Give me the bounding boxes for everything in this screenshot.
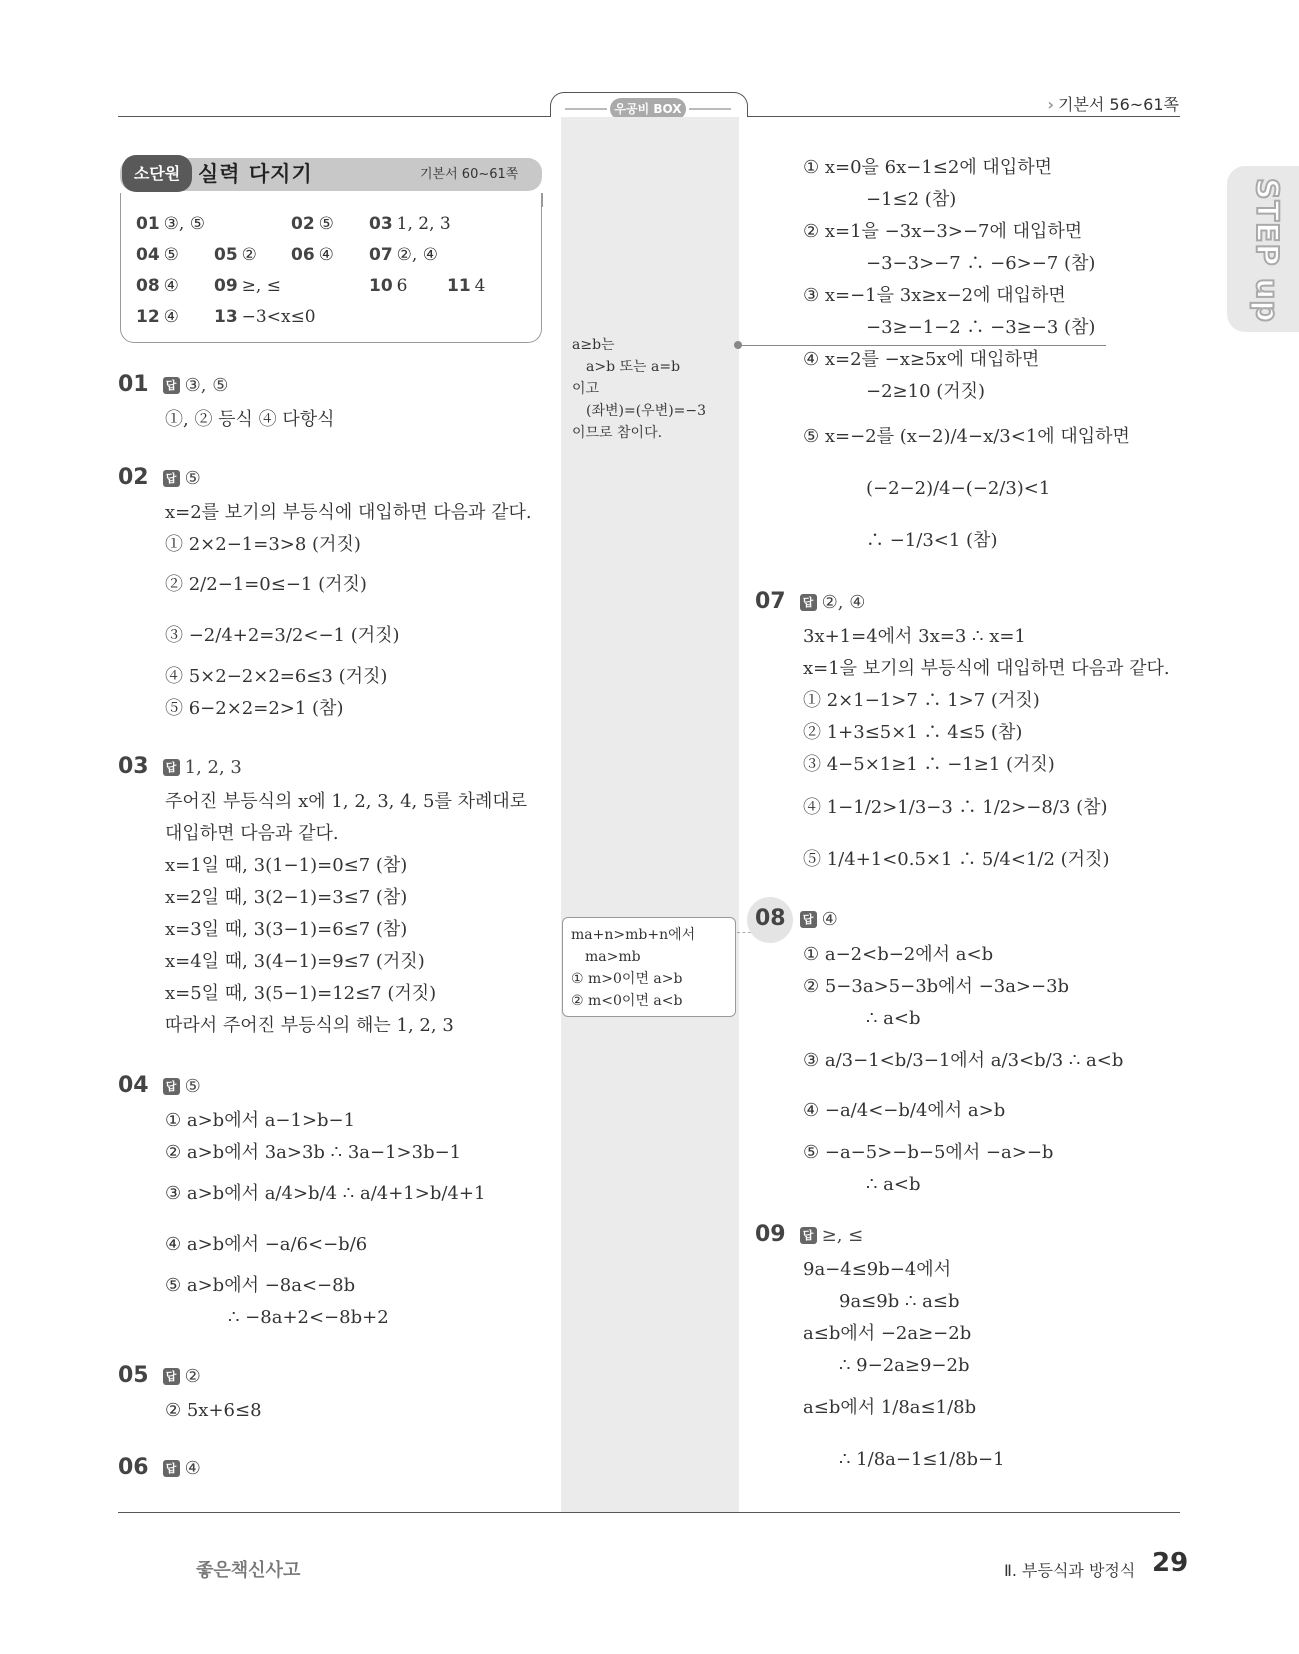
side-note-inequality: a≥b는 a>b 또는 a=b 이고 (좌변)=(우변)=−3 이므로 참이다. [572,337,707,441]
answer-item: 11 4 [447,276,486,296]
solution-line: ∴ a<b [866,1008,921,1029]
solution-line: ① x=0을 6x−1≤2에 대입하면 [803,157,1052,178]
solution-line: ② 2/2−1=0≤−1 (거짓) [165,574,367,595]
problem-05-header: 05 답 ② [118,1363,201,1388]
problem-09-header: 09 답 ≥, ≤ [755,1222,864,1247]
solution-line: ③ a>b에서 a/4>b/4 ∴ a/4+1>b/4+1 [165,1183,486,1204]
solution-line: x=2일 때, 3(2−1)=3≤7 (참) [165,887,408,908]
solution-line: ③ −2/4+2=3/2<−1 (거짓) [165,625,400,646]
problem-04-header: 04 답 ⑤ [118,1073,201,1098]
solution-line: ① 2×1−1>7 ∴ 1>7 (거짓) [803,690,1040,711]
answer-item: 07 ②, ④ [369,245,438,265]
solution-line: ⑤ 6−2×2=2>1 (참) [165,698,344,719]
solution-line: ① a>b에서 a−1>b−1 [165,1110,356,1131]
answer-item: 01 ③, ⑤ [136,214,205,234]
answer-item: 06 ④ [291,245,334,265]
answer-item: 13 −3<x≤0 [214,307,316,327]
solution-line: ① 2×2−1=3>8 (거짓) [165,534,361,555]
problem-06-header: 06 답 ④ [118,1455,201,1480]
answer-item: 04 ⑤ [136,245,179,265]
section-ref: 기본서 60~61쪽 [420,167,519,182]
solution-line: ∴ 9−2a≥9−2b [839,1355,970,1376]
answer-item: 08 ④ [136,276,179,296]
solution-line: ①, ② 등식 ④ 다항식 [165,409,335,430]
solution-line: −1≤2 (참) [866,189,957,210]
side-note-multiply: ma+n>mb+n에서 ma>mb ① m>0이면 a>b ② m<0이면 a<b [562,917,736,1017]
solution-line: −2≥10 (거짓) [866,381,986,402]
solution-line: ∴ 1/8a−1≤1/8b−1 [839,1449,1005,1470]
solution-line: x=3일 때, 3(3−1)=6≤7 (참) [165,919,408,940]
problem-02-header: 02 답 ⑤ [118,465,201,490]
solution-line: ② 1+3≤5×1 ∴ 4≤5 (참) [803,722,1023,743]
answer-item: 09 ≥, ≤ [214,276,281,296]
solution-line: ⑤ a>b에서 −8a<−8b [165,1275,356,1296]
solution-line: ② a>b에서 3a>3b ∴ 3a−1>3b−1 [165,1142,462,1163]
solution-line: −3≥−1−2 ∴ −3≥−3 (참) [866,317,1096,338]
problem-08-header: 08 답 ④ [755,906,838,931]
chevron-right-icon: › [1047,95,1054,114]
solution-line: x=4일 때, 3(4−1)=9≤7 (거짓) [165,951,425,972]
reference-pages: › 기본서 56~61쪽 [1047,95,1179,114]
solution-line: ④ x=2를 −x≥5x에 대입하면 [803,349,1040,370]
step-up-label: STEP up [1249,178,1284,323]
solution-line: x=2를 보기의 부등식에 대입하면 다음과 같다. [165,502,532,523]
solution-line: (−2−2)/4−(−2/3)<1 [866,478,1051,499]
answer-item: 03 1, 2, 3 [369,214,451,234]
answer-item: 02 ⑤ [291,214,334,234]
solution-line: x=1일 때, 3(1−1)=0≤7 (참) [165,855,408,876]
solution-line: 3x+1=4에서 3x=3 ∴ x=1 [803,626,1026,647]
footer-rule [118,1512,1180,1513]
section-badge: 소단원 [122,155,192,192]
answer-item: 10 6 [369,276,408,296]
solution-line: 대입하면 다음과 같다. [165,823,339,844]
publisher-logo: 좋은책신사고 [196,1560,301,1581]
chapter-label: Ⅱ. 부등식과 방정식 [1004,1561,1136,1580]
solution-line: a≤b에서 −2a≥−2b [803,1323,972,1344]
solution-line: ② 5x+6≤8 [165,1400,262,1421]
solution-line: ② x=1을 −3x−3>−7에 대입하면 [803,221,1083,242]
solution-line: ④ 1−1/2>1/3−3 ∴ 1/2>−8/3 (참) [803,797,1108,818]
solution-line: ∴ −1/3<1 (참) [866,530,998,551]
solution-line: ② 5−3a>5−3b에서 −3a>−3b [803,976,1070,997]
solution-line: −3−3>−7 ∴ −6>−7 (참) [866,253,1096,274]
page-number: 29 [1152,1548,1189,1578]
solution-line: 9a≤9b ∴ a≤b [839,1291,960,1312]
side-column [561,117,739,1512]
solution-line: ∴ −8a+2<−8b+2 [228,1307,389,1328]
solution-line: ① a−2<b−2에서 a<b [803,944,994,965]
solution-line: ⑤ −a−5>−b−5에서 −a>−b [803,1142,1054,1163]
solution-line: x=1을 보기의 부등식에 대입하면 다음과 같다. [803,658,1170,679]
solution-line: ④ 5×2−2×2=6≤3 (거짓) [165,666,388,687]
solution-line: ④ −a/4<−b/4에서 a>b [803,1100,1006,1121]
solution-line: 9a−4≤9b−4에서 [803,1259,952,1280]
solution-line: ③ x=−1을 3x≥x−2에 대입하면 [803,285,1066,306]
solution-line: ③ 4−5×1≥1 ∴ −1≥1 (거짓) [803,754,1055,775]
solution-line: ④ a>b에서 −a/6<−b/6 [165,1234,368,1255]
solution-line: ∴ a<b [866,1174,921,1195]
answer-item: 12 ④ [136,307,179,327]
solution-line: ⑤ x=−2를 (x−2)/4−x/3<1에 대입하면 [803,426,1130,447]
problem-07-header: 07 답 ②, ④ [755,589,866,614]
solution-line: x=5일 때, 3(5−1)=12≤7 (거짓) [165,983,437,1004]
solution-line: ⑤ 1/4+1<0.5×1 ∴ 5/4<1/2 (거짓) [803,849,1110,870]
problem-03-header: 03 답 1, 2, 3 [118,754,242,779]
solution-line: ③ a/3−1<b/3−1에서 a/3<b/3 ∴ a<b [803,1050,1124,1071]
connector-line [739,345,1106,346]
solution-line: a≤b에서 1/8a≤1/8b [803,1397,977,1418]
section-title: 실력 다지기 [198,162,313,186]
box-logo: 우공비 BOX [565,100,731,116]
answer-item: 05 ② [214,245,257,265]
problem-01-header: 01 답 ③, ⑤ [118,372,229,397]
solution-line: 따라서 주어진 부등식의 해는 1, 2, 3 [165,1015,454,1036]
solution-line: 주어진 부등식의 x에 1, 2, 3, 4, 5를 차례대로 [165,791,528,812]
